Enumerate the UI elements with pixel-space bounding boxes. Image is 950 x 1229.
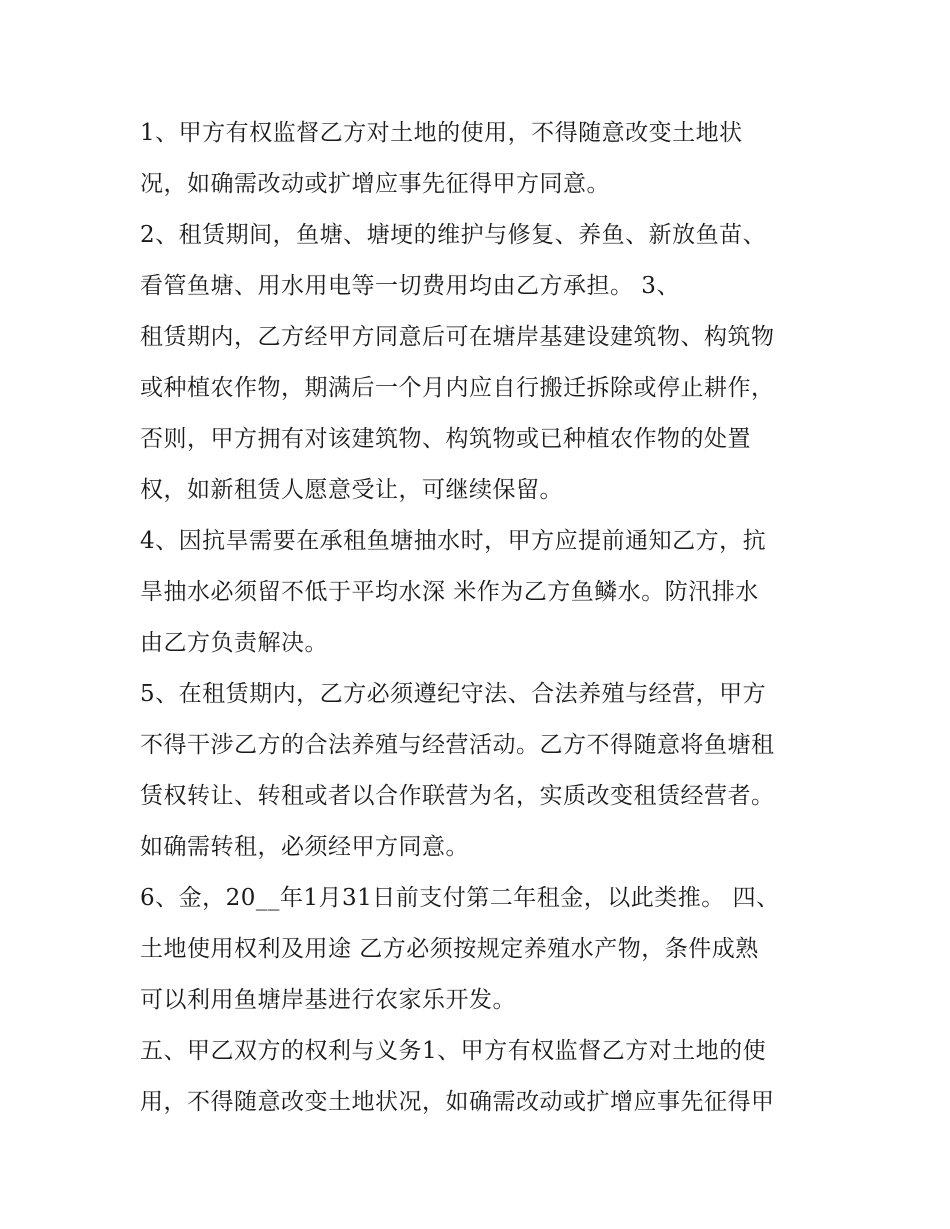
text-line: 况，如确需改动或扩增应事先征得甲方同意。 [140,171,610,197]
text-line: 6、金，20__年1月31日前支付第二年租金，以此类推。 四、 [140,885,780,911]
text-line: 可以利用鱼塘岸基进行农家乐开发。 [140,987,516,1013]
text-line: 1、甲方有权监督乙方对土地的使用，不得随意改变土地状 [140,120,743,146]
text-line: 如确需转租，必须经甲方同意。 [140,834,469,860]
text-line: 不得干涉乙方的合法养殖与经营活动。乙方不得随意将鱼塘租 [140,732,775,758]
text-line: 权，如新租赁人愿意受让，可继续保留。 [140,477,563,503]
text-line: 看管鱼塘、用水用电等一切费用均由乙方承担。 3、 [140,273,680,299]
text-line: 赁权转让、转租或者以合作联营为名，实质改变租赁经营者。 [140,783,775,809]
text-line: 土地使用权利及用途 乙方必须按规定养殖水产物，条件成熟 [140,936,759,962]
text-line: 或种植农作物，期满后一个月内应自行搬迁拆除或停止耕作， [140,375,775,401]
text-line: 2、租赁期间，鱼塘、塘埂的维护与修复、养鱼、新放鱼苗、 [140,222,767,248]
text-line: 五、甲乙双方的权利与义务1、甲方有权监督乙方对土地的使 [140,1038,767,1064]
text-line: 用，不得随意改变土地状况，如确需改动或扩增应事先征得甲 [140,1089,775,1115]
text-line: 否则，甲方拥有对该建筑物、构筑物或已种植农作物的处置 [140,426,751,452]
contract-text [140,108,820,1128]
text-line: 5、在租赁期内，乙方必须遵纪守法、合法养殖与经营，甲方 [140,681,767,707]
text-line: 旱抽水必须留不低于平均水深 米作为乙方鱼鳞水。防汛排水 [140,579,759,605]
text-line: 由乙方负责解决。 [140,630,328,656]
text-line: 租赁期内，乙方经甲方同意后可在塘岸基建设建筑物、构筑物 [140,324,775,350]
text-line: 4、因抗旱需要在承租鱼塘抽水时，甲方应提前通知乙方，抗 [140,528,767,554]
